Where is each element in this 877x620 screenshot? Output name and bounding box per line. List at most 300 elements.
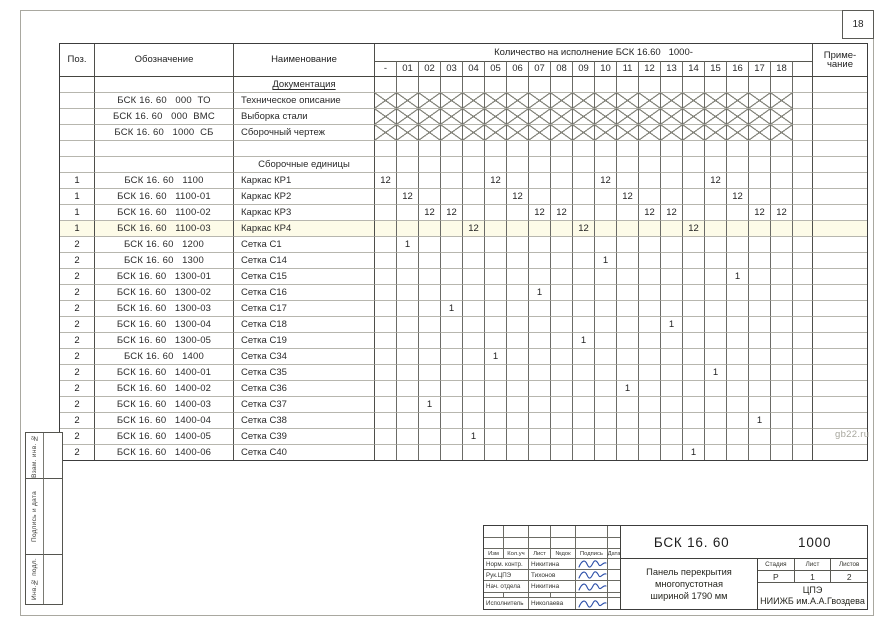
item-name: Сборочный чертеж [241,126,325,138]
qty-cell [506,156,528,172]
qty-cell [528,348,550,364]
qty-cell: 12 [572,220,594,236]
title-block-change-table [484,526,621,609]
pos-cell: 2 [60,444,94,460]
change-header-cell: Кол.уч [503,548,528,558]
qty-cell [748,316,770,332]
qty-cell [594,316,616,332]
qty-cell [396,140,418,156]
qty-cell [638,268,660,284]
pos-cell [60,92,94,108]
qty-cell [440,284,462,300]
qty-cell [374,236,396,252]
qty-cell [770,172,792,188]
qty-cell [748,220,770,236]
qty-col-header: 06 [506,61,528,76]
qty-cell [682,124,704,140]
note-cell [812,396,867,412]
qty-cell [506,380,528,396]
item-name: Сетка С18 [241,318,287,330]
item-name: Каркас КР3 [241,206,292,218]
side-stamp-empty-cell [43,433,62,478]
qty-cell [770,236,792,252]
change-header-cell: Дата [607,548,620,558]
qty-cell [704,268,726,284]
qty-cell-extra [792,76,812,92]
qty-cell [726,348,748,364]
change-log-cell [607,526,620,537]
header-pos: Поз. [67,54,87,66]
qty-cell [374,220,396,236]
qty-cell [506,348,528,364]
qty-cell [572,204,594,220]
change-log-cell [550,537,575,548]
qty-cell [616,332,638,348]
sheet-number: 18 [852,19,864,30]
qty-cell [638,76,660,92]
qty-cell [616,140,638,156]
qty-cell [638,332,660,348]
item-name: Техническое описание [241,94,341,106]
qty-cell [528,252,550,268]
qty-cell [638,396,660,412]
qty-cell [396,124,418,140]
qty-cell [638,220,660,236]
qty-cell-extra [792,316,812,332]
qty-col-header: 09 [572,61,594,76]
qty-cell [572,156,594,172]
qty-cell [550,252,572,268]
qty-cell [418,92,440,108]
qty-cell [484,252,506,268]
qty-cell [418,364,440,380]
qty-cell [506,92,528,108]
name-cell [233,172,374,188]
designation-cell: БСК 16. 60 1400-04 [94,412,233,428]
qty-col-header: 12 [638,61,660,76]
qty-cell [374,268,396,284]
pos-cell [60,108,94,124]
qty-cell [616,108,638,124]
qty-col-header: 15 [704,61,726,76]
qty-cell [572,268,594,284]
qty-cell [682,172,704,188]
change-log-cell [528,526,550,537]
qty-cell [418,300,440,316]
pos-cell: 2 [60,396,94,412]
qty-cell [396,92,418,108]
qty-cell [374,348,396,364]
qty-cell: 12 [704,172,726,188]
qty-cell: 1 [682,444,704,460]
qty-cell [396,428,418,444]
qty-cell [440,380,462,396]
note-cell [812,188,867,204]
qty-cell [528,236,550,252]
qty-cell [682,156,704,172]
note-cell [812,172,867,188]
signature-icon [577,581,607,593]
qty-cell [506,124,528,140]
note-cell [812,412,867,428]
qty-cell [682,380,704,396]
qty-cell [616,92,638,108]
qty-cell [550,76,572,92]
qty-cell [770,396,792,412]
qty-cell [484,364,506,380]
item-name: Сетка С40 [241,446,287,458]
qty-cell: 12 [550,204,572,220]
qty-cell [506,300,528,316]
stage-value-cell: 1 [794,571,831,583]
change-header-cell: Лист [528,548,550,558]
qty-cell [748,124,770,140]
change-log-cell [575,537,607,548]
note-cell [812,332,867,348]
qty-cell [550,380,572,396]
qty-cell [462,188,484,204]
document-title-line: Панель перекрытия [646,566,732,577]
qty-cell [484,284,506,300]
qty-cell [726,236,748,252]
name-cell [233,108,374,124]
qty-cell [550,156,572,172]
qty-cell [682,316,704,332]
note-cell [812,380,867,396]
qty-cell [440,396,462,412]
qty-cell [506,428,528,444]
qty-cell: 12 [660,204,682,220]
qty-cell [594,140,616,156]
pos-cell: 1 [60,220,94,236]
qty-cell [440,412,462,428]
name-cell [233,124,374,140]
qty-cell [528,92,550,108]
change-log-cell [575,526,607,537]
qty-cell [660,412,682,428]
qty-cell [484,140,506,156]
qty-cell [440,444,462,460]
qty-cell [704,428,726,444]
person-signature [575,569,607,580]
qty-cell [748,364,770,380]
qty-cell [440,332,462,348]
side-stamp-label-text: Подпись и дата [31,491,38,542]
qty-cell [506,332,528,348]
qty-cell [594,284,616,300]
name-cell [233,300,374,316]
qty-cell: 12 [726,188,748,204]
qty-cell [704,236,726,252]
change-log-cell [503,526,528,537]
qty-cell [462,396,484,412]
qty-cell [748,380,770,396]
qty-cell [704,332,726,348]
designation-cell: БСК 16. 60 1400-05 [94,428,233,444]
qty-cell [572,380,594,396]
stage-values-row [758,571,867,583]
name-cell [233,92,374,108]
qty-cell [682,412,704,428]
qty-cell [484,188,506,204]
qty-cell [660,380,682,396]
qty-cell [440,364,462,380]
qty-cell [660,268,682,284]
note-cell [812,268,867,284]
qty-cell [594,156,616,172]
qty-col-header-extra [792,61,812,76]
qty-cell [374,428,396,444]
qty-cell [528,156,550,172]
qty-cell [616,284,638,300]
qty-cell [594,332,616,348]
title-block [483,525,868,610]
name-cell [233,412,374,428]
qty-col-header: 14 [682,61,704,76]
item-name: Сетка С38 [241,414,287,426]
qty-cell-extra [792,124,812,140]
item-name: Каркас КР4 [241,222,292,234]
designation-cell: БСК 16. 60 1100-03 [94,220,233,236]
qty-cell [748,332,770,348]
qty-cell [374,76,396,92]
qty-cell [550,284,572,300]
qty-cell [506,268,528,284]
qty-cell: 12 [594,172,616,188]
qty-cell: 1 [572,332,594,348]
qty-cell [616,220,638,236]
qty-cell [506,316,528,332]
qty-cell [550,108,572,124]
qty-cell [660,300,682,316]
designation-cell: БСК 16. 60 000 ВМС [94,108,233,124]
designation-cell: БСК 16. 60 1400-06 [94,444,233,460]
qty-cell [572,316,594,332]
qty-cell [484,76,506,92]
qty-cell [484,92,506,108]
qty-cell [616,252,638,268]
qty-cell [572,428,594,444]
qty-cell [418,252,440,268]
change-header-cell: Подпись [575,548,607,558]
qty-cell-extra [792,380,812,396]
qty-cell [550,396,572,412]
note-cell [812,76,867,92]
header-note-line: Приме- [823,49,857,61]
stage-value-cell: Р [758,571,794,583]
pos-cell [60,124,94,140]
qty-cell [704,76,726,92]
qty-cell [462,332,484,348]
change-log-cell [484,526,503,537]
qty-cell [528,172,550,188]
qty-cell-extra [792,236,812,252]
side-stamp [25,432,63,605]
qty-cell [484,444,506,460]
qty-cell [660,188,682,204]
qty-cell [770,380,792,396]
qty-cell: 12 [616,188,638,204]
qty-cell [704,108,726,124]
qty-cell-extra [792,284,812,300]
note-cell [812,204,867,220]
qty-cell [396,76,418,92]
qty-cell: 12 [374,172,396,188]
pos-cell: 2 [60,380,94,396]
qty-cell [660,428,682,444]
qty-cell: 12 [462,220,484,236]
qty-cell [726,364,748,380]
qty-cell [374,140,396,156]
qty-cell [594,188,616,204]
name-cell [233,76,374,92]
pos-cell: 2 [60,364,94,380]
qty-cell [682,300,704,316]
designation-cell [94,156,233,172]
qty-cell [550,300,572,316]
item-name: Сетка С15 [241,270,287,282]
qty-cell [374,156,396,172]
qty-cell [616,300,638,316]
qty-cell: 1 [528,284,550,300]
qty-cell [616,124,638,140]
qty-cell [462,76,484,92]
qty-cell [374,396,396,412]
qty-cell [638,236,660,252]
qty-cell [484,220,506,236]
qty-cell [572,172,594,188]
qty-cell [484,396,506,412]
qty-cell [748,156,770,172]
qty-cell [726,316,748,332]
side-stamp-label [26,554,43,604]
qty-cell [462,364,484,380]
qty-cell [528,396,550,412]
qty-cell [638,444,660,460]
stage-header-cell: Листов [830,559,867,571]
qty-cell [550,92,572,108]
side-stamp-empty-cell [43,478,62,554]
qty-cell [748,108,770,124]
qty-cell [660,76,682,92]
qty-cell [506,364,528,380]
qty-cell [704,284,726,300]
qty-cell [440,92,462,108]
qty-cell [682,92,704,108]
pos-cell: 2 [60,316,94,332]
designation-cell: БСК 16. 60 1300 [94,252,233,268]
qty-cell [770,252,792,268]
note-cell [812,108,867,124]
section-title: Документация [272,78,336,90]
qty-cell [506,252,528,268]
qty-cell [462,124,484,140]
qty-cell [770,412,792,428]
qty-cell [660,92,682,108]
name-cell [233,236,374,252]
qty-cell [748,444,770,460]
name-cell [233,380,374,396]
qty-cell [418,444,440,460]
qty-cell [594,124,616,140]
person-signature [575,580,607,592]
qty-cell [704,396,726,412]
qty-cell [484,316,506,332]
person-date [607,580,620,592]
person-role: Нач. отдела [484,580,528,592]
qty-cell [660,284,682,300]
item-name: Каркас КР2 [241,190,292,202]
qty-cell [572,140,594,156]
qty-cell [726,284,748,300]
qty-cell [770,444,792,460]
qty-cell [418,316,440,332]
qty-cell [528,412,550,428]
qty-cell [528,140,550,156]
item-name: Сетка С16 [241,286,287,298]
qty-cell [418,188,440,204]
pos-cell: 1 [60,188,94,204]
qty-cell [484,300,506,316]
qty-cell [704,348,726,364]
qty-cell [374,92,396,108]
qty-cell [704,412,726,428]
qty-cell [550,348,572,364]
qty-cell [638,412,660,428]
qty-cell [528,380,550,396]
qty-cell [440,140,462,156]
document-designation [621,526,867,559]
change-log-cell [607,537,620,548]
title-block-right [621,526,867,609]
qty-cell [550,236,572,252]
qty-cell [484,268,506,284]
qty-cell [748,348,770,364]
qty-cell [748,396,770,412]
qty-col-header: - [374,61,396,76]
qty-cell [616,348,638,364]
qty-cell [506,204,528,220]
qty-cell [682,348,704,364]
qty-cell [638,380,660,396]
note-cell [812,252,867,268]
qty-cell [748,428,770,444]
name-cell [233,188,374,204]
qty-cell [396,172,418,188]
qty-cell [704,204,726,220]
qty-cell [726,300,748,316]
person-signature [575,597,607,609]
qty-cell [682,428,704,444]
item-name: Сетка С17 [241,302,287,314]
qty-col-header: 02 [418,61,440,76]
qty-cell [748,188,770,204]
qty-cell-extra [792,428,812,444]
qty-cell [704,188,726,204]
qty-cell [704,140,726,156]
qty-cell [616,316,638,332]
qty-cell [506,444,528,460]
name-cell [233,284,374,300]
qty-cell: 12 [440,204,462,220]
qty-cell [616,412,638,428]
qty-cell: 1 [484,348,506,364]
qty-cell [748,284,770,300]
note-cell [812,236,867,252]
qty-cell [528,300,550,316]
qty-cell [396,316,418,332]
change-header-cell: Изм [484,548,503,558]
